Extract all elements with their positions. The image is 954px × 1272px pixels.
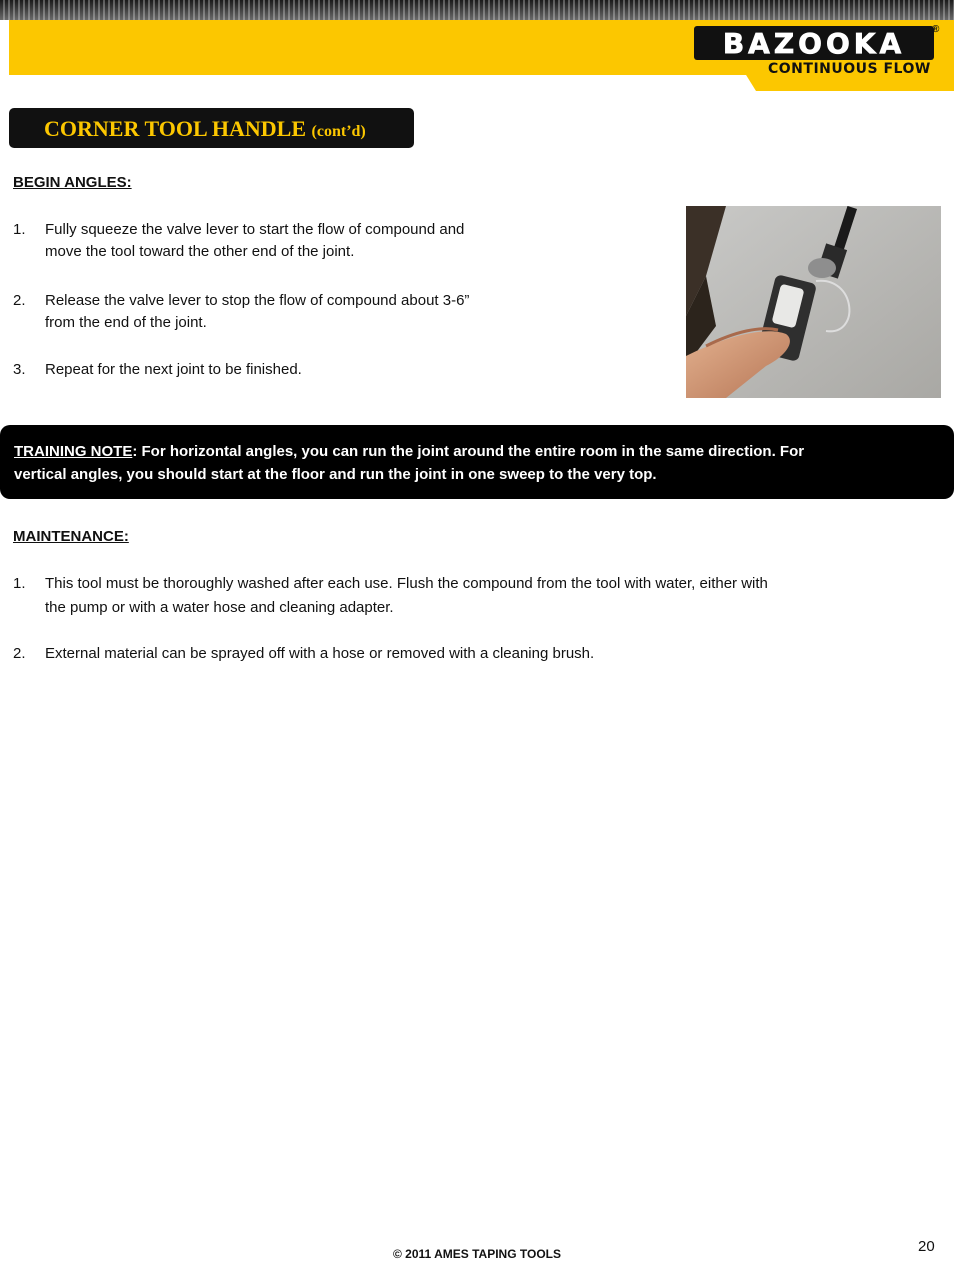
training-note-text-1: : For horizontal angles, you can run the joint around the entire room in the same direction. For: [132, 443, 805, 460]
list-text: Repeat for the next joint to be finished.: [45, 361, 302, 378]
list-text: Fully squeeze the valve lever to start the flow of compound and: [45, 221, 465, 238]
section-title-main: CORNER TOOL HANDLE: [44, 116, 307, 141]
list-item: [13, 219, 573, 263]
list-number: 2.: [13, 292, 26, 309]
list-item: [13, 643, 943, 665]
maintenance-heading: MAINTENANCE:: [13, 528, 129, 545]
training-note-text-2: vertical angles, you should start at the floor and run the joint in one sweep to the very top.: [14, 466, 657, 483]
list-text: the pump or with a water hose and cleaning adapter.: [45, 599, 394, 616]
list-text: This tool must be thoroughly washed after each use. Flush the compound from the tool with water, either with: [45, 575, 768, 592]
section-title-sub: (cont’d): [311, 123, 366, 140]
list-text: External material can be sprayed off with a hose or removed with a cleaning brush.: [45, 645, 595, 662]
training-note-label: TRAINING NOTE: [14, 443, 133, 460]
copyright-footer: © 2011 AMES TAPING TOOLS: [393, 1247, 561, 1261]
page-number: 20: [918, 1238, 935, 1255]
list-text: Release the valve lever to stop the flow of compound about 3-6”: [45, 292, 470, 309]
begin-angles-heading: BEGIN ANGLES:: [13, 174, 132, 191]
bazooka-logo: [694, 26, 934, 60]
list-item: [13, 290, 573, 334]
registered-mark: ®: [932, 24, 940, 35]
training-note-line-1: [14, 440, 934, 463]
list-item: [13, 359, 573, 381]
section-title: [44, 116, 366, 142]
list-number: 2.: [13, 645, 26, 662]
list-text: move the tool toward the other end of the joint.: [45, 243, 355, 260]
list-number: 1.: [13, 221, 26, 238]
logo-subtitle: CONTINUOUS FLOW: [768, 61, 931, 77]
header-texture-fade: [0, 0, 954, 20]
list-item: [13, 573, 943, 617]
training-note: [14, 440, 934, 486]
logo-wordmark: BAZOOKA: [722, 27, 906, 60]
list-number: 3.: [13, 361, 26, 378]
list-number: 1.: [13, 575, 26, 592]
tool-photo: [686, 206, 941, 398]
list-text: from the end of the joint.: [45, 314, 207, 331]
